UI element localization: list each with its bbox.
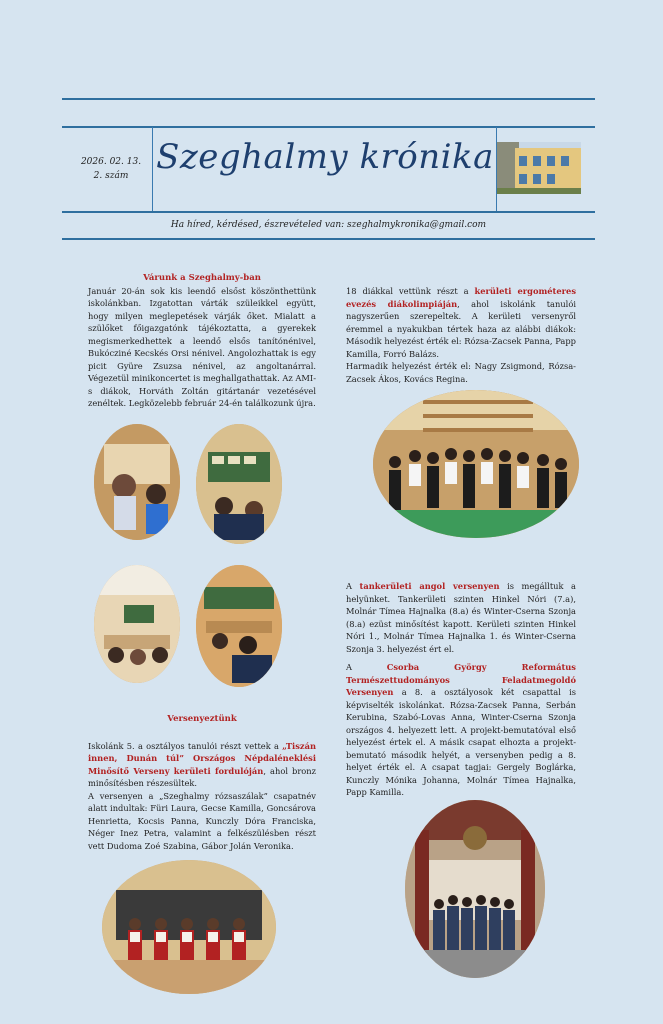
contact-line: Ha híred, kérdésed, észrevételed van: szeghalmykronika@gmail.com (170, 220, 487, 230)
issue-number: 2. szám (93, 171, 129, 181)
issue-date: 2026. 02. 13. (80, 157, 142, 167)
article-science-p1: A Csorba György Református Természettudományos Feladatmegoldó Versenyen a 8. a osztályosok két csapattal is képviselték iskolánkat. Rózsa-Zacsek Panna, Serbán Kerubina, Szabó-Lovas Anna, Winter-Cserna Szonja országos 4. helyezett lett. A projekt-bemutatóval első helyezést értek el. A másik csapat elhozta a projekt-bemutató második helyét, a versenyben pedig a 8. helyet érték el. A csapat tagjai: Gergely Boglárka, Kunczly Mónika Johanna, Molnár Tímea Hajnalka, Papp Kamilla. (346, 662, 576, 797)
english-competition-name: tankerületi angol versenyen (359, 581, 500, 591)
article-rowing-p2: Harmadik helyezést érték el: Nagy Zsigmond, Rózsa-Zacsek Ákos, Kovács Regina. (346, 361, 576, 384)
newspaper-title: Szeghalmy krónika (156, 137, 494, 177)
choir-photo (102, 860, 276, 994)
top-rule-2 (62, 126, 595, 128)
article-open-day (88, 272, 316, 410)
issue-info (72, 155, 150, 183)
rowing-competition-name: kerületi ergométeres evezés diákolimpiáján (346, 286, 576, 309)
open-day-photo-2 (196, 424, 282, 544)
article-rowing-p1: 18 diákkal vettünk részt a kerületi ergométeres evezés diákolimpiáján, ahol iskolánk tanulói nagyszerűen szerepeltek. A kerületi versenyről éremmel a nyakukban tértek haza az alábbi diákok: Második helyezést érték el: Rózsa-Zacsek Panna, Papp Kamilla, Forró Balázs. (346, 286, 576, 359)
article-competitions-title: Versenyeztünk (167, 714, 237, 724)
top-rule-4 (62, 238, 595, 240)
open-day-photo-4 (196, 565, 282, 687)
article-english (346, 580, 576, 655)
article-science (346, 661, 576, 799)
article-competitions-p2: A versenyen a „Szeghalmy rózsaszálak” csapatnév alatt indultak: Füri Laura, Gecse Kamilla, Goncsárova Henrietta, Kocsis Panna, Kunczly Dóra Franciska, Néger Inez Petra, valamint a felkészülésben részt vett Dudoma Zoé Szabina, Gábor Jolán Veronika. (88, 790, 316, 851)
folk-song-competition-name: „Tiszán innen, Dunán túl” Országos Népdaléneklési Minősítő Verseny kerületi fordulóján (88, 740, 316, 776)
open-day-photo-1 (94, 424, 180, 540)
article-english-p1: A tankerületi angol versenyen is megálltuk a helyünket. Tankerületi szinten Hinkel Nóri (7.a), Molnár Tímea Hajnalka (8.a) és Winter-Cserna Szonja (8.a) ezüst minősítést kapott. Kerületi szinten Hinkel Nóri 1., Molnár Tímea Hajnalka 1. és Winter-Cserna Szonja 3. helyezést ért el. (346, 581, 576, 654)
masthead-divider-left (152, 127, 153, 211)
rowing-team-photo (373, 390, 579, 538)
top-rule-1 (62, 98, 595, 100)
science-competition-name: Csorba György Református Természettudományos Feladatmegoldó Versenyen (346, 662, 576, 697)
open-day-photo-3 (94, 565, 180, 683)
article-competitions (88, 713, 316, 852)
article-rowing (346, 285, 576, 385)
article-open-day-body: Január 20-án sok kis leendő elsőst köszönthettünk iskolánkban. Izgatottan várták szüleikkel együtt, hogy milyen meglepetések várják őket. Mialatt a szülőket főigazgatónk tájékoztatta, a gyerekek megismerkedhettek a leendő elsős tanítónénivel, Bukócziné Kecskés Orsi nénivel. Angolozhattak is egy picit Gyüre Zsuzsa nénivel, az angoltanárral. Végezetül minikoncertet is meghallgathattak. Az AMI-s diákok, Horváth Zoltán gitártanár vezetésével zenéltek. Legközelebb február 24-én találkozunk újra. (88, 285, 316, 408)
school-building-photo (497, 142, 581, 194)
top-rule-3 (62, 211, 595, 213)
article-competitions-p1: Iskolánk 5. a osztályos tanulói részt vettek a „Tiszán innen, Dunán túl” Országos Népdaléneklési Minősítő Verseny kerületi fordulóján, ahol bronz minősítésben részesültek. (88, 740, 317, 788)
article-open-day-title: Várunk a Szeghalmy-ban (143, 273, 261, 283)
science-team-photo (405, 800, 545, 978)
